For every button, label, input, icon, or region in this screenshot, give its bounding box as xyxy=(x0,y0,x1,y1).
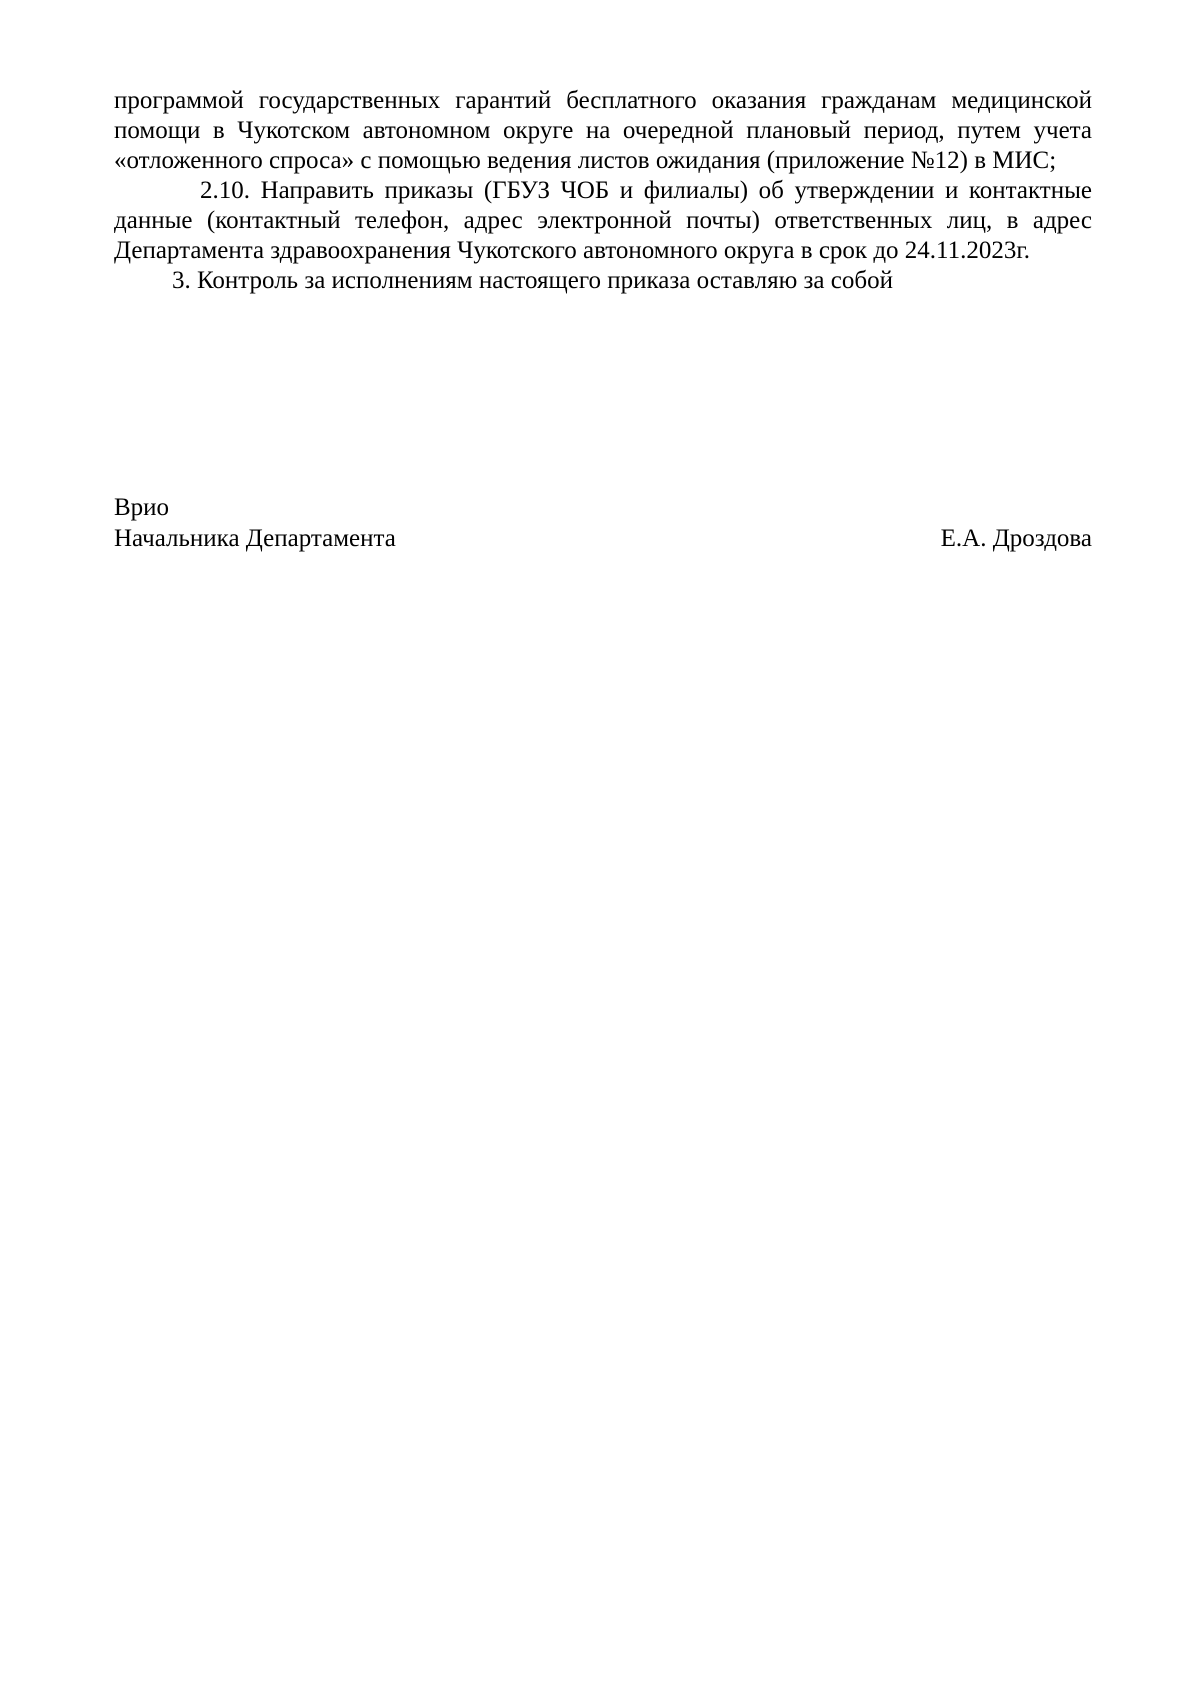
signatory-position: Начальника Департамента xyxy=(114,525,396,552)
document-body xyxy=(114,86,1092,296)
paragraph-2-10: 2.10. Направить приказы (ГБУЗ ЧОБ и филиалы) об утверждении и контактные данные (контактный телефон, адрес электронной почты) ответственных лиц, в адрес Департамента здравоохранения Чукотского автономного округа в срок до 24.11.2023г. xyxy=(114,177,1092,264)
paragraph-continuation: программой государственных гарантий бесплатного оказания гражданам медицинской помощи в Чукотском автономном округе на очередной плановый период, путем учета «отложенного спроса» с помощью ведения листов ожидания (приложение №12) в МИС; xyxy=(114,87,1092,174)
signature-block xyxy=(114,492,1092,554)
paragraph-item-3: 3. Контроль за исполнениям настоящего приказа оставляю за собой xyxy=(172,267,893,294)
signatory-name: Е.А. Дроздова xyxy=(940,525,1092,552)
signature-title-line: Врио xyxy=(114,494,170,521)
signature-row xyxy=(114,523,1092,554)
